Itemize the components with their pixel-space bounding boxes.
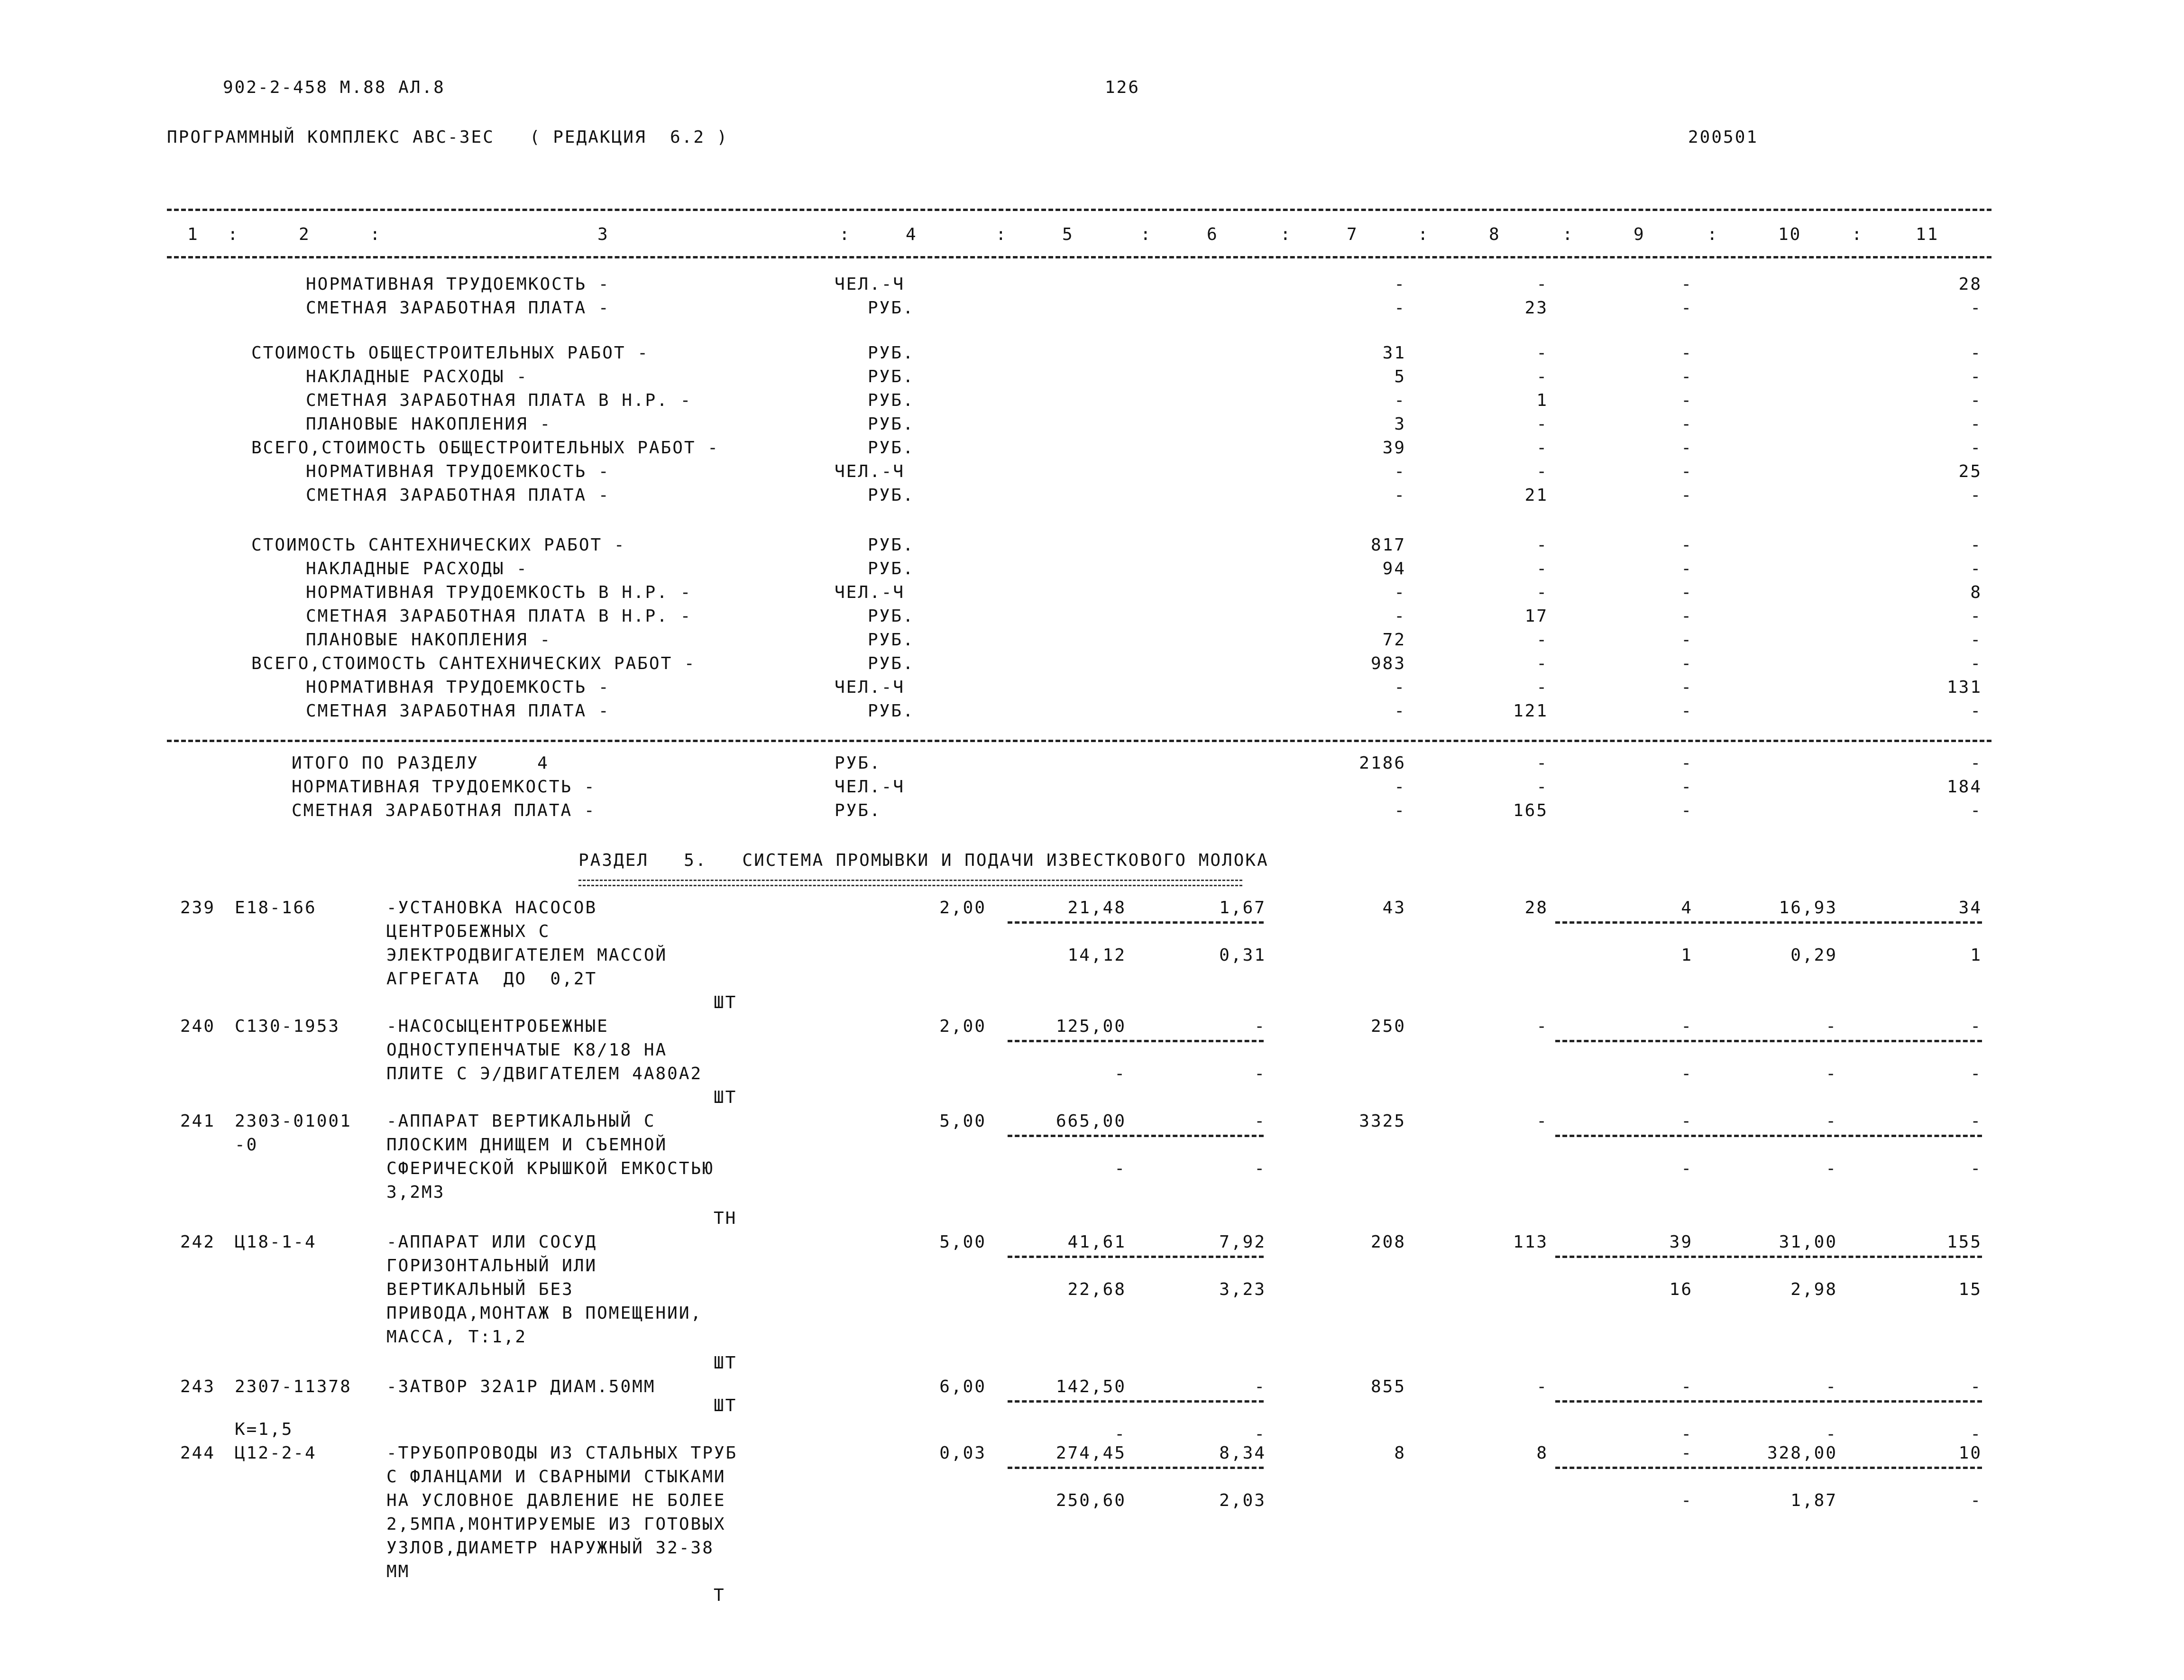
item-labor-value: - bbox=[1254, 1064, 1266, 1083]
summary-value: - bbox=[1970, 654, 1982, 673]
summary-value: - bbox=[1681, 414, 1693, 434]
item-unit: ШТ bbox=[714, 1396, 737, 1415]
summary-value: - bbox=[1681, 801, 1693, 820]
item-code: 2307-11378 bbox=[235, 1377, 352, 1396]
summary-value: - bbox=[1970, 391, 1982, 410]
summary-label: ПЛАНОВЫЕ НАКОПЛЕНИЯ - bbox=[306, 630, 552, 650]
item-value: - bbox=[1254, 1111, 1266, 1131]
item-code: 2303-01001 bbox=[235, 1111, 352, 1131]
item-code: Ц18-1-4 bbox=[235, 1232, 317, 1252]
item-name: ПЛИТЕ С Э/ДВИГАТЕЛЕМ 4А80А2 bbox=[386, 1064, 703, 1083]
summary-value: - bbox=[1970, 630, 1982, 650]
summary-unit: РУБ. bbox=[835, 801, 881, 820]
summary-label: НАКЛАДНЫЕ РАСХОДЫ - bbox=[306, 367, 528, 386]
item-quantity: 0,03 bbox=[939, 1443, 986, 1463]
item-value: 142,50 bbox=[1055, 1377, 1126, 1396]
item-subtotal-rule bbox=[1555, 1135, 1982, 1137]
summary-value: - bbox=[1681, 753, 1693, 773]
summary-value: 8 bbox=[1970, 583, 1982, 602]
item-name: УЗЛОВ,ДИАМЕТР НАРУЖНЫЙ 32-38 bbox=[386, 1538, 714, 1558]
item-name: С ФЛАНЦАМИ И СВАРНЫМИ СТЫКАМИ bbox=[386, 1467, 726, 1487]
summary-unit: РУБ. bbox=[868, 606, 915, 626]
item-labor-value: - bbox=[1254, 1424, 1266, 1444]
item-subtotal-rule bbox=[1555, 1040, 1982, 1042]
summary-value: 25 bbox=[1958, 462, 1982, 481]
summary-value: - bbox=[1681, 654, 1693, 673]
summary-value: - bbox=[1536, 367, 1548, 386]
column-separator: : bbox=[1707, 225, 1719, 244]
item-labor-value: 2,03 bbox=[1219, 1491, 1266, 1510]
item-name: -ЗАТВОР 32А1Р ДИАМ.50ММ bbox=[386, 1377, 656, 1396]
item-quantity: 2,00 bbox=[939, 898, 986, 918]
item-value: 43 bbox=[1382, 898, 1406, 918]
summary-value: - bbox=[1970, 535, 1982, 555]
column-separator: : bbox=[1852, 225, 1863, 244]
summary-value: 983 bbox=[1370, 654, 1406, 673]
item-subtotal-rule bbox=[1008, 1467, 1264, 1469]
item-labor-value: - bbox=[1970, 1491, 1982, 1510]
summary-unit: ЧЕЛ.-Ч bbox=[835, 462, 905, 481]
summary-unit: РУБ. bbox=[868, 367, 915, 386]
item-name: -АППАРАТ ВЕРТИКАЛЬНЫЙ С bbox=[386, 1111, 656, 1131]
summary-unit: ЧЕЛ.-Ч bbox=[835, 275, 905, 294]
document-code: 902-2-458 М.88 АЛ.8 bbox=[223, 78, 445, 97]
item-number: 242 bbox=[180, 1232, 216, 1252]
summary-unit: РУБ. bbox=[868, 701, 915, 721]
item-labor-value: - bbox=[1970, 1159, 1982, 1178]
item-labor-value: - bbox=[1681, 1159, 1693, 1178]
item-number: 240 bbox=[180, 1017, 216, 1036]
item-value: - bbox=[1681, 1111, 1693, 1131]
item-labor-value: - bbox=[1826, 1424, 1837, 1444]
summary-unit: РУБ. bbox=[868, 343, 915, 363]
section-title-underline bbox=[578, 880, 1242, 886]
summary-value: - bbox=[1681, 298, 1693, 318]
item-value: 665,00 bbox=[1055, 1111, 1126, 1131]
item-name: ГОРИЗОНТАЛЬНЫЙ ИЛИ bbox=[386, 1256, 597, 1276]
summary-value: - bbox=[1681, 391, 1693, 410]
item-name: СФЕРИЧЕСКОЙ КРЫШКОЙ ЕМКОСТЬЮ bbox=[386, 1159, 714, 1178]
summary-unit: РУБ. bbox=[868, 630, 915, 650]
item-labor-value: 1 bbox=[1681, 946, 1693, 965]
summary-label: СТОИМОСТЬ САНТЕХНИЧЕСКИХ РАБОТ - bbox=[251, 535, 626, 555]
item-value: - bbox=[1536, 1017, 1548, 1036]
item-value: - bbox=[1970, 1111, 1982, 1131]
summary-value: - bbox=[1681, 777, 1693, 797]
summary-value: 31 bbox=[1382, 343, 1406, 363]
item-labor-value: - bbox=[1970, 1424, 1982, 1444]
item-value: 31,00 bbox=[1779, 1232, 1837, 1252]
summary-label: НАКЛАДНЫЕ РАСХОДЫ - bbox=[306, 559, 528, 578]
item-labor-value: 250,60 bbox=[1055, 1491, 1126, 1510]
item-value: 7,92 bbox=[1219, 1232, 1266, 1252]
summary-label: СМЕТНАЯ ЗАРАБОТНАЯ ПЛАТА - bbox=[306, 486, 610, 505]
summary-unit: ЧЕЛ.-Ч bbox=[835, 583, 905, 602]
summary-value: - bbox=[1970, 606, 1982, 626]
item-subtotal-rule bbox=[1555, 921, 1982, 924]
item-unit: ТН bbox=[714, 1209, 737, 1228]
item-number: 241 bbox=[180, 1111, 216, 1131]
item-subtotal-rule bbox=[1008, 1400, 1264, 1403]
summary-value: - bbox=[1536, 535, 1548, 555]
summary-label: НОРМАТИВНАЯ ТРУДОЕМКОСТЬ В Н.Р. - bbox=[306, 583, 692, 602]
item-coefficient: К=1,5 bbox=[235, 1420, 294, 1439]
item-value: 155 bbox=[1946, 1232, 1982, 1252]
summary-value: - bbox=[1681, 535, 1693, 555]
summary-unit: РУБ. bbox=[868, 298, 915, 318]
item-quantity: 2,00 bbox=[939, 1017, 986, 1036]
summary-label: СМЕТНАЯ ЗАРАБОТНАЯ ПЛАТА В Н.Р. - bbox=[306, 391, 692, 410]
item-value: 328,00 bbox=[1767, 1443, 1837, 1463]
summary-value: - bbox=[1681, 438, 1693, 458]
item-value: - bbox=[1826, 1017, 1837, 1036]
page-number: 126 bbox=[1105, 78, 1140, 97]
summary-value: - bbox=[1970, 414, 1982, 434]
item-code: С130-1953 bbox=[235, 1017, 340, 1036]
program-code: 200501 bbox=[1688, 128, 1759, 147]
summary-value: - bbox=[1536, 678, 1548, 697]
item-value: - bbox=[1826, 1377, 1837, 1396]
item-value: - bbox=[1826, 1111, 1837, 1131]
summary-unit: РУБ. bbox=[868, 486, 915, 505]
column-number: 5 bbox=[1062, 225, 1074, 244]
summary-label: НОРМАТИВНАЯ ТРУДОЕМКОСТЬ - bbox=[306, 275, 610, 294]
summary-value: - bbox=[1970, 559, 1982, 578]
item-labor-value: 1 bbox=[1970, 946, 1982, 965]
item-value: 21,48 bbox=[1067, 898, 1126, 918]
item-labor-value: 16 bbox=[1669, 1280, 1693, 1299]
column-separator: : bbox=[1280, 225, 1292, 244]
summary-value: - bbox=[1970, 801, 1982, 820]
item-subtotal-rule bbox=[1008, 1135, 1264, 1137]
item-code: Е18-166 bbox=[235, 898, 317, 918]
item-value: 10 bbox=[1958, 1443, 1982, 1463]
summary-label: ВСЕГО,СТОИМОСТЬ САНТЕХНИЧЕСКИХ РАБОТ - bbox=[251, 654, 696, 673]
summary-value: - bbox=[1394, 486, 1406, 505]
item-value: 208 bbox=[1370, 1232, 1406, 1252]
summary-value: 165 bbox=[1513, 801, 1548, 820]
item-value: 274,45 bbox=[1055, 1443, 1126, 1463]
item-subtotal-rule bbox=[1008, 1256, 1264, 1258]
column-number: 11 bbox=[1916, 225, 1939, 244]
summary-value: - bbox=[1394, 701, 1406, 721]
item-labor-value: - bbox=[1114, 1159, 1126, 1178]
item-value: 8,34 bbox=[1219, 1443, 1266, 1463]
summary-value: - bbox=[1536, 583, 1548, 602]
item-quantity: 5,00 bbox=[939, 1232, 986, 1252]
item-name: НА УСЛОВНОЕ ДАВЛЕНИЕ НЕ БОЛЕЕ bbox=[386, 1491, 726, 1510]
summary-unit: РУБ. bbox=[868, 559, 915, 578]
item-name: -НАСОСЫЦЕНТРОБЕЖНЫЕ bbox=[386, 1017, 609, 1036]
column-number: 7 bbox=[1347, 225, 1358, 244]
item-name: -АППАРАТ ИЛИ СОСУД bbox=[386, 1232, 597, 1252]
item-name: ВЕРТИКАЛЬНЫЙ БЕЗ bbox=[386, 1280, 574, 1299]
summary-value: 121 bbox=[1513, 701, 1548, 721]
summary-value: 72 bbox=[1382, 630, 1406, 650]
column-number: 8 bbox=[1489, 225, 1501, 244]
item-value: - bbox=[1970, 1017, 1982, 1036]
summary-value: 17 bbox=[1524, 606, 1548, 626]
item-value: 28 bbox=[1524, 898, 1548, 918]
summary-value: - bbox=[1681, 367, 1693, 386]
item-name: ОДНОСТУПЕНЧАТЫЕ К8/18 НА bbox=[386, 1040, 668, 1060]
item-value: 250 bbox=[1370, 1017, 1406, 1036]
item-value: - bbox=[1536, 1377, 1548, 1396]
section-title: РАЗДЕЛ 5. СИСТЕМА ПРОМЫВКИ И ПОДАЧИ ИЗВЕСТКОВОГО МОЛОКА bbox=[578, 851, 1269, 870]
item-code: -0 bbox=[235, 1135, 258, 1155]
item-subtotal-rule bbox=[1555, 1467, 1982, 1469]
summary-value: - bbox=[1394, 583, 1406, 602]
summary-unit: РУБ. bbox=[868, 414, 915, 434]
summary-value: - bbox=[1681, 606, 1693, 626]
summary-value: - bbox=[1681, 678, 1693, 697]
summary-label: ПЛАНОВЫЕ НАКОПЛЕНИЯ - bbox=[306, 414, 552, 434]
summary-value: - bbox=[1536, 559, 1548, 578]
item-number: 244 bbox=[180, 1443, 216, 1463]
summary-value: - bbox=[1394, 801, 1406, 820]
item-labor-value: 0,31 bbox=[1219, 946, 1266, 965]
item-value: 855 bbox=[1370, 1377, 1406, 1396]
item-value: - bbox=[1254, 1377, 1266, 1396]
item-name: АГРЕГАТА ДО 0,2Т bbox=[386, 969, 597, 989]
column-number: 10 bbox=[1778, 225, 1802, 244]
item-labor-value: - bbox=[1681, 1064, 1693, 1083]
item-unit: ШТ bbox=[714, 993, 737, 1012]
item-labor-value: 1,87 bbox=[1790, 1491, 1837, 1510]
item-unit: Т bbox=[714, 1586, 725, 1605]
item-value: - bbox=[1681, 1377, 1693, 1396]
summary-value: - bbox=[1394, 391, 1406, 410]
item-name: ММ bbox=[386, 1562, 410, 1581]
item-name: -ТРУБОПРОВОДЫ ИЗ СТАЛЬНЫХ ТРУБ bbox=[386, 1443, 738, 1463]
item-labor-value: - bbox=[1114, 1424, 1126, 1444]
summary-value: - bbox=[1681, 486, 1693, 505]
item-labor-value: 22,68 bbox=[1067, 1280, 1126, 1299]
table-top-rule bbox=[167, 209, 1991, 211]
summary-value: - bbox=[1970, 298, 1982, 318]
section-total-rule bbox=[167, 740, 1991, 742]
column-number: 2 bbox=[299, 225, 311, 244]
summary-value: - bbox=[1681, 559, 1693, 578]
column-separator: : bbox=[228, 225, 239, 244]
column-number: 6 bbox=[1207, 225, 1219, 244]
item-code: Ц12-2-4 bbox=[235, 1443, 317, 1463]
item-value: - bbox=[1681, 1017, 1693, 1036]
column-separator: : bbox=[1562, 225, 1574, 244]
column-number: 1 bbox=[187, 225, 199, 244]
summary-value: - bbox=[1970, 438, 1982, 458]
item-value: 41,61 bbox=[1067, 1232, 1126, 1252]
summary-value: - bbox=[1681, 343, 1693, 363]
summary-label: ВСЕГО,СТОИМОСТЬ ОБЩЕСТРОИТЕЛЬНЫХ РАБОТ - bbox=[251, 438, 719, 458]
summary-value: - bbox=[1536, 462, 1548, 481]
summary-value: - bbox=[1681, 462, 1693, 481]
summary-value: - bbox=[1536, 438, 1548, 458]
item-subtotal-rule bbox=[1555, 1256, 1982, 1258]
item-labor-value: - bbox=[1826, 1064, 1837, 1083]
summary-value: 23 bbox=[1524, 298, 1548, 318]
summary-value: - bbox=[1536, 777, 1548, 797]
item-labor-value: - bbox=[1826, 1159, 1837, 1178]
column-separator: : bbox=[1140, 225, 1152, 244]
item-value: - bbox=[1254, 1017, 1266, 1036]
item-value: 39 bbox=[1669, 1232, 1693, 1252]
item-labor-value: 2,98 bbox=[1790, 1280, 1837, 1299]
item-labor-value: - bbox=[1970, 1064, 1982, 1083]
item-value: 125,00 bbox=[1055, 1017, 1126, 1036]
item-number: 243 bbox=[180, 1377, 216, 1396]
summary-value: - bbox=[1394, 678, 1406, 697]
summary-value: - bbox=[1536, 630, 1548, 650]
summary-value: 131 bbox=[1946, 678, 1982, 697]
summary-value: 817 bbox=[1370, 535, 1406, 555]
item-number: 239 bbox=[180, 898, 216, 918]
item-subtotal-rule bbox=[1008, 1040, 1264, 1042]
item-name: 2,5МПА,МОНТИРУЕМЫЕ ИЗ ГОТОВЫХ bbox=[386, 1515, 726, 1534]
item-value: 3325 bbox=[1359, 1111, 1406, 1131]
summary-value: - bbox=[1536, 753, 1548, 773]
item-labor-value: 15 bbox=[1958, 1280, 1982, 1299]
item-quantity: 6,00 bbox=[939, 1377, 986, 1396]
summary-label: СМЕТНАЯ ЗАРАБОТНАЯ ПЛАТА - bbox=[292, 801, 596, 820]
summary-value: 3 bbox=[1394, 414, 1406, 434]
summary-label: СМЕТНАЯ ЗАРАБОТНАЯ ПЛАТА - bbox=[306, 298, 610, 318]
summary-value: 21 bbox=[1524, 486, 1548, 505]
item-labor-value: 0,29 bbox=[1790, 946, 1837, 965]
summary-value: - bbox=[1970, 343, 1982, 363]
item-value: 1,67 bbox=[1219, 898, 1266, 918]
program-title: ПРОГРАММНЫЙ КОМПЛЕКС АВС-3ЕС ( РЕДАКЦИЯ 6.2 ) bbox=[167, 128, 729, 147]
summary-value: - bbox=[1681, 701, 1693, 721]
item-labor-value: - bbox=[1681, 1424, 1693, 1444]
summary-value: 28 bbox=[1958, 275, 1982, 294]
summary-unit: ЧЕЛ.-Ч bbox=[835, 678, 905, 697]
item-unit: ШТ bbox=[714, 1088, 737, 1107]
summary-label: НОРМАТИВНАЯ ТРУДОЕМКОСТЬ - bbox=[306, 678, 610, 697]
item-labor-value: - bbox=[1114, 1064, 1126, 1083]
summary-label: НОРМАТИВНАЯ ТРУДОЕМКОСТЬ - bbox=[292, 777, 596, 797]
item-value: - bbox=[1970, 1377, 1982, 1396]
item-value: 34 bbox=[1958, 898, 1982, 918]
summary-label: СТОИМОСТЬ ОБЩЕСТРОИТЕЛЬНЫХ РАБОТ - bbox=[251, 343, 649, 363]
summary-value: 2186 bbox=[1359, 753, 1406, 773]
summary-value: - bbox=[1970, 701, 1982, 721]
summary-value: - bbox=[1394, 298, 1406, 318]
item-quantity: 5,00 bbox=[939, 1111, 986, 1131]
summary-value: 94 bbox=[1382, 559, 1406, 578]
summary-value: - bbox=[1394, 777, 1406, 797]
summary-value: - bbox=[1970, 753, 1982, 773]
summary-unit: РУБ. bbox=[868, 438, 915, 458]
summary-label: НОРМАТИВНАЯ ТРУДОЕМКОСТЬ - bbox=[306, 462, 610, 481]
item-value: 4 bbox=[1681, 898, 1693, 918]
item-name: МАССА, Т:1,2 bbox=[386, 1327, 527, 1347]
summary-value: - bbox=[1394, 606, 1406, 626]
table-header-rule bbox=[167, 256, 1991, 258]
item-name: ПРИВОДА,МОНТАЖ В ПОМЕЩЕНИИ, bbox=[386, 1304, 703, 1323]
summary-value: - bbox=[1536, 654, 1548, 673]
summary-value: - bbox=[1681, 630, 1693, 650]
item-name: 3,2М3 bbox=[386, 1183, 445, 1202]
item-value: 113 bbox=[1513, 1232, 1548, 1252]
summary-value: - bbox=[1970, 367, 1982, 386]
summary-value: - bbox=[1394, 462, 1406, 481]
item-value: 8 bbox=[1394, 1443, 1406, 1463]
summary-value: - bbox=[1970, 486, 1982, 505]
column-number: 4 bbox=[906, 225, 918, 244]
item-value: 16,93 bbox=[1779, 898, 1837, 918]
summary-value: - bbox=[1394, 275, 1406, 294]
item-unit: ШТ bbox=[714, 1353, 737, 1373]
column-number: 3 bbox=[597, 225, 609, 244]
item-name: ЭЛЕКТРОДВИГАТЕЛЕМ МАССОЙ bbox=[386, 946, 668, 965]
item-value: - bbox=[1536, 1111, 1548, 1131]
item-labor-value: - bbox=[1681, 1491, 1693, 1510]
summary-value: - bbox=[1681, 275, 1693, 294]
item-value: 8 bbox=[1536, 1443, 1548, 1463]
item-name: ПЛОСКИМ ДНИЩЕМ И СЪЕМНОЙ bbox=[386, 1135, 668, 1155]
item-subtotal-rule bbox=[1555, 1400, 1982, 1403]
summary-unit: ЧЕЛ.-Ч bbox=[835, 777, 905, 797]
column-number: 9 bbox=[1633, 225, 1645, 244]
summary-label: ИТОГО ПО РАЗДЕЛУ 4 bbox=[292, 753, 549, 773]
summary-value: 39 bbox=[1382, 438, 1406, 458]
summary-unit: РУБ. bbox=[868, 391, 915, 410]
item-labor-value: 14,12 bbox=[1067, 946, 1126, 965]
summary-unit: РУБ. bbox=[835, 753, 881, 773]
column-separator: : bbox=[1418, 225, 1430, 244]
summary-unit: РУБ. bbox=[868, 654, 915, 673]
summary-label: СМЕТНАЯ ЗАРАБОТНАЯ ПЛАТА В Н.Р. - bbox=[306, 606, 692, 626]
summary-value: - bbox=[1536, 343, 1548, 363]
summary-value: - bbox=[1536, 414, 1548, 434]
summary-value: - bbox=[1681, 583, 1693, 602]
column-separator: : bbox=[839, 225, 851, 244]
item-labor-value: - bbox=[1254, 1159, 1266, 1178]
item-name: -УСТАНОВКА НАСОСОВ bbox=[386, 898, 597, 918]
summary-value: 5 bbox=[1394, 367, 1406, 386]
item-labor-value: 3,23 bbox=[1219, 1280, 1266, 1299]
item-subtotal-rule bbox=[1008, 921, 1264, 924]
summary-unit: РУБ. bbox=[868, 535, 915, 555]
summary-value: - bbox=[1536, 275, 1548, 294]
summary-value: 1 bbox=[1536, 391, 1548, 410]
column-separator: : bbox=[996, 225, 1008, 244]
item-name: ЦЕНТРОБЕЖНЫХ С bbox=[386, 922, 551, 941]
summary-value: 184 bbox=[1946, 777, 1982, 797]
column-separator: : bbox=[370, 225, 382, 244]
item-value: - bbox=[1681, 1443, 1693, 1463]
summary-label: СМЕТНАЯ ЗАРАБОТНАЯ ПЛАТА - bbox=[306, 701, 610, 721]
